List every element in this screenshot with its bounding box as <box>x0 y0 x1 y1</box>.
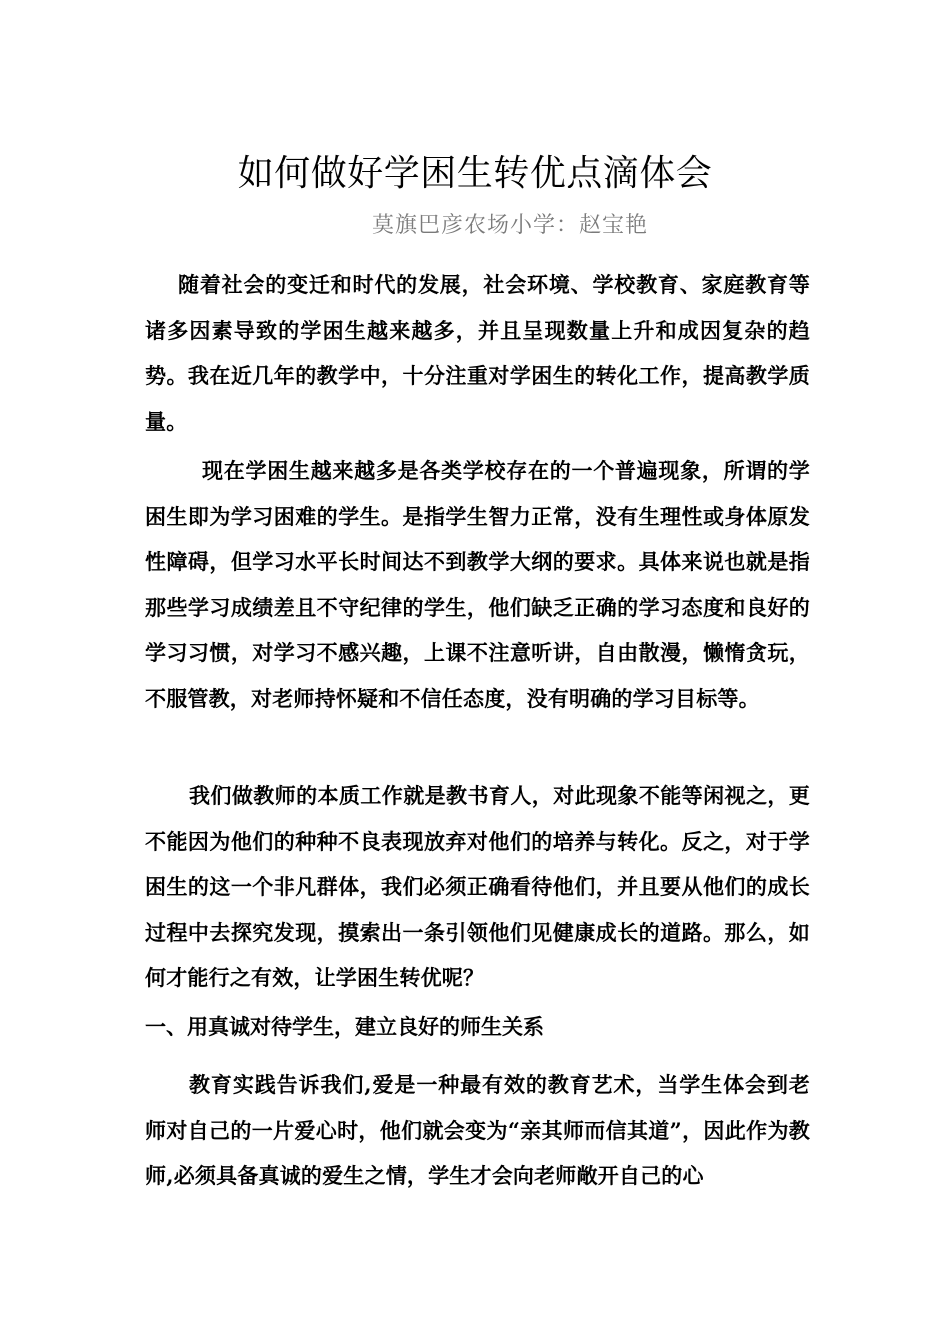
paragraph-teacher-duty: 我们做教师的本质工作就是教书育人，对此现象不能等闲视之，更不能因为他们的种种不良表现放弃对他们的培养与转化。反之，对于学困生的这一个非凡群体，我们必须正确看待他们，并且要从他们的成长过程中去探究发现，摸索出一条引领他们见健康成长的道路。那么，如何才能行之有效，让学困生转优呢？ <box>145 783 810 990</box>
paragraph-definition: 现在学困生越来越多是各类学校存在的一个普遍现象，所谓的学困生即为学习困难的学生。是指学生智力正常，没有生理性或身体原发性障碍，但学习水平长时间达不到教学大纲的要求。具体来说也就是指那些学习成绩差且不守纪律的学生，他们缺乏正确的学习态度和良好的学习习惯，对学习不感兴趣，上课不注意听讲，自由散漫，懒惰贪玩，不服管教，对老师持怀疑和不信任态度，没有明确的学习目标等。 <box>145 458 810 711</box>
paragraph-intro: 随着社会的变迁和时代的发展，社会环境、学校教育、家庭教育等诸多因素导致的学困生越来越多，并且呈现数量上升和成因复杂的趋势。我在近几年的教学中，十分注重对学困生的转化工作，提高教学质量。 <box>145 272 810 434</box>
section-heading: 一、用真诚对待学生，建立良好的师生关系 <box>145 1014 544 1039</box>
document-title: 如何做好学困生转优点滴体会 <box>237 153 713 195</box>
author-line: 莫旗巴彦农场小学：赵宝艳 <box>372 213 649 238</box>
paragraph-section-one: 教育实践告诉我们,爱是一种最有效的教育艺术，当学生体会到老师对自己的一片爱心时，他们就会变为“亲其师而信其道”，因此作为教师,必须具备真诚的爱生之情，学生才会向老师敞开自己的心 <box>145 1072 810 1188</box>
